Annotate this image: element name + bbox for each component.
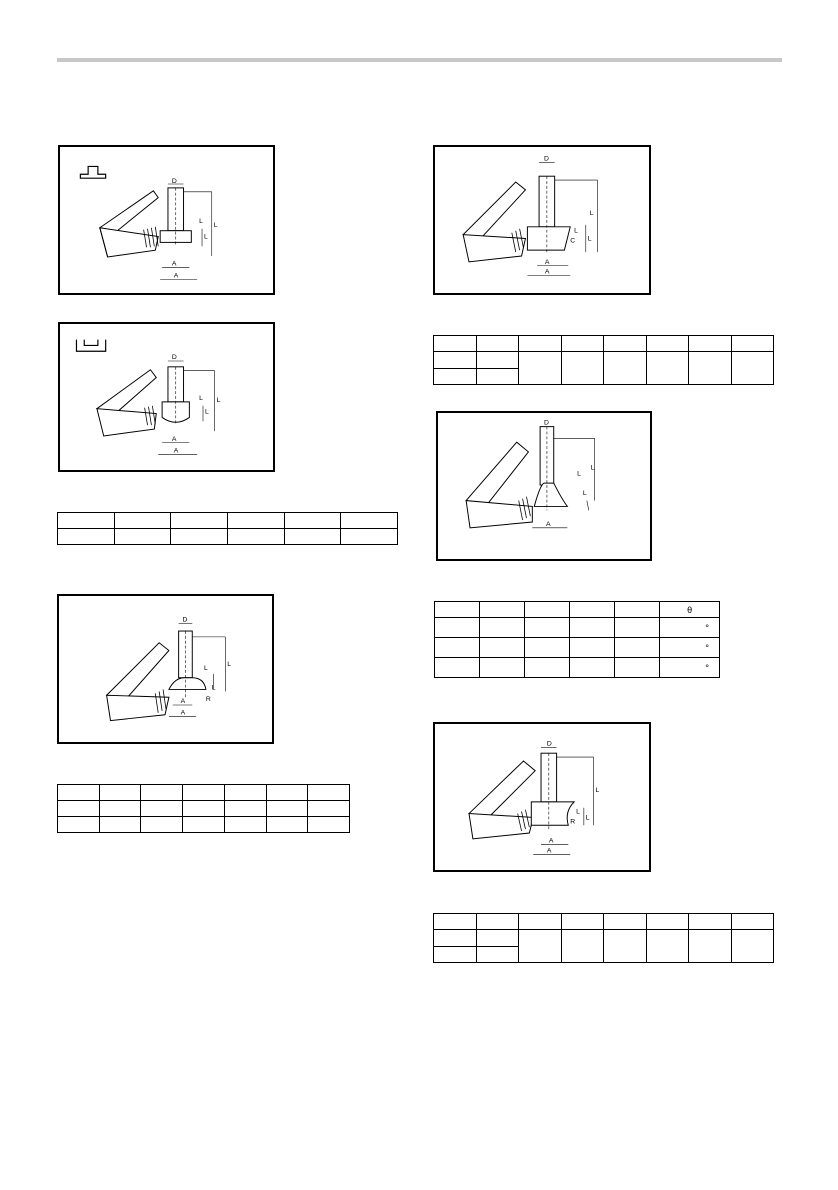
fig1-label-A1: A <box>173 272 179 280</box>
fig6-label-D: D <box>546 740 552 748</box>
spec-table-3 <box>433 335 774 385</box>
fig5-label-L2: L <box>211 684 216 692</box>
degree-cell: ° <box>660 638 720 658</box>
fig3-label-A1: A <box>544 268 550 276</box>
fig6-label-A1: A <box>546 847 552 855</box>
table-row <box>58 513 398 529</box>
fig5-label-L1: L <box>227 661 232 669</box>
fig3-label-C: C <box>570 237 576 245</box>
fig5-label-A1: A <box>180 709 186 717</box>
fig2-label-L1: L <box>216 396 221 404</box>
table-row <box>434 352 774 369</box>
fig3-label-A2: A <box>544 258 550 266</box>
degree-cell: ° <box>660 618 720 638</box>
fig5-label-A2: A <box>180 698 186 706</box>
table-row <box>435 638 720 658</box>
fig4-label-D: D <box>544 419 549 427</box>
spec-table-4 <box>434 601 720 678</box>
fig3-label-D: D <box>543 155 549 163</box>
fig6-label-R: R <box>570 818 576 826</box>
fig1-label-D: D <box>171 178 177 186</box>
spec-table-1 <box>57 512 398 545</box>
fig1-label-L2: L <box>199 217 203 225</box>
table-row <box>435 602 720 618</box>
fig6-label-L2: L <box>576 808 580 816</box>
fig6-label-A2: A <box>548 837 554 845</box>
table-row <box>435 658 720 678</box>
fig4-label-L1: L <box>590 464 595 472</box>
spec-table-2 <box>57 784 350 833</box>
fig5-label-L3: L <box>203 664 208 672</box>
header-rule <box>57 58 782 62</box>
fig2-label-A2: A <box>171 435 177 443</box>
table-row <box>434 336 774 352</box>
fig4-label-A: A <box>545 520 551 528</box>
u-groove-profile-icon <box>76 340 105 352</box>
fig2-label-D: D <box>171 354 177 362</box>
degree-cell: ° <box>660 658 720 678</box>
table-row <box>434 930 774 947</box>
table-row <box>58 529 398 545</box>
fig5-label-R: R <box>205 696 211 704</box>
table-row <box>58 801 350 817</box>
fig1-label-L3: L <box>203 233 208 241</box>
table-row <box>58 785 350 801</box>
figure-t-slot-cutter <box>58 145 275 295</box>
table-row <box>435 618 720 638</box>
fig1-label-A2: A <box>171 260 177 268</box>
fig3-label-L2: L <box>574 227 578 235</box>
figure-cove-chamfer <box>433 145 651 295</box>
fig3-label-L3: L <box>587 235 592 243</box>
theta-header: θ <box>660 602 720 618</box>
fig4-label-L2: L <box>582 489 587 497</box>
fig2-label-L3: L <box>204 408 209 416</box>
fig4-label-L3: L <box>577 470 581 478</box>
table-row <box>434 914 774 930</box>
fig5-label-D: D <box>182 616 188 624</box>
figure-u-groove-cutter <box>58 322 275 472</box>
t-slot-profile-icon <box>80 166 105 178</box>
fig1-label-L1: L <box>213 221 218 229</box>
figure-corner-round-left <box>57 594 274 744</box>
fig3-label-L1: L <box>589 210 594 218</box>
spec-table-5 <box>433 913 774 963</box>
fig6-label-L1: L <box>595 787 600 795</box>
figure-chamfer-angle <box>436 411 652 561</box>
fig2-label-L2: L <box>199 394 203 402</box>
fig6-label-L3: L <box>585 814 590 822</box>
table-row <box>58 817 350 833</box>
figure-cove-radius <box>433 722 651 872</box>
fig2-label-A1: A <box>173 447 179 455</box>
